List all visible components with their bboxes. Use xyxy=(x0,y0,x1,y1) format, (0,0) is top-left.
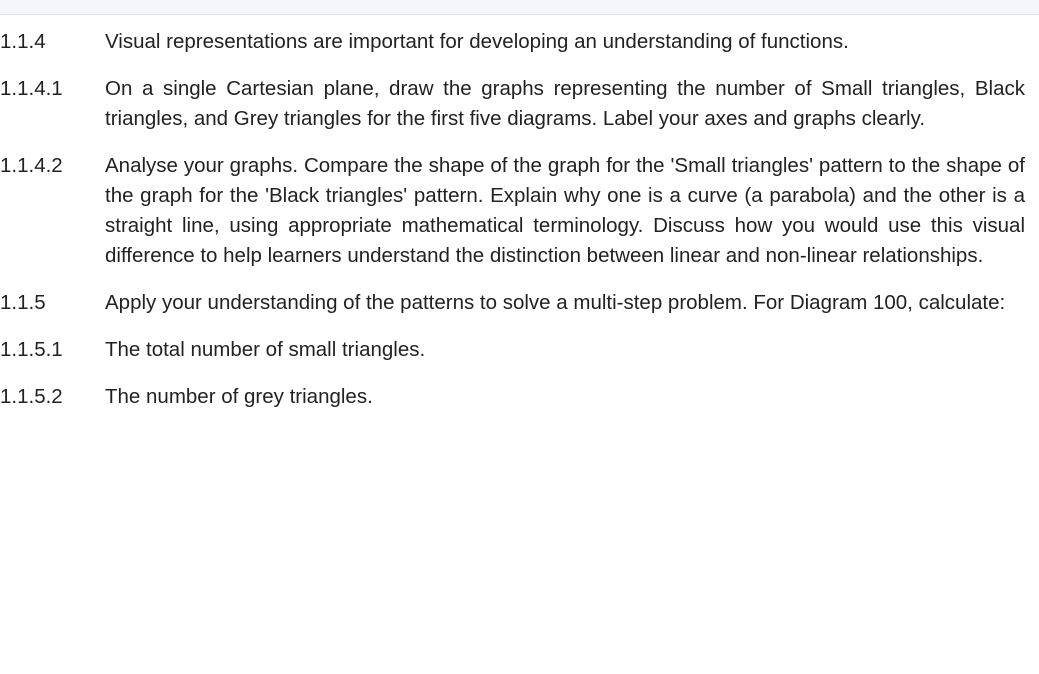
question-number: 1.1.4.2 xyxy=(0,154,63,177)
question-text: Visual representations are important for developing an understanding of functions. xyxy=(105,30,849,53)
question-text: The total number of small triangles. xyxy=(105,338,426,361)
question-text: On a single Cartesian plane, draw the graphs representing the number of Small triangles, Black triangles, and Grey triangles for the first five diagrams. Label your axes and graphs clearly. xyxy=(105,77,1025,130)
question-text: Analyse your graphs. Compare the shape of the graph for the 'Small triangles' pattern to the shape of the graph for the 'Black triangles' pattern. Explain why one is a curve (a parabola) and the other is a straight line, using appropriate mathematical terminology. Discuss how you would use this visual difference to help learners understand the distinction between linear and non-linear relationships. xyxy=(105,154,1025,267)
question-1-1-4 xyxy=(0,27,1039,57)
question-list xyxy=(0,27,1039,412)
question-text: The number of grey triangles. xyxy=(105,385,373,408)
question-number: 1.1.5 xyxy=(0,291,46,314)
question-number: 1.1.5.1 xyxy=(0,338,63,361)
question-1-1-4-1 xyxy=(0,74,1039,134)
question-text: Apply your understanding of the patterns to solve a multi-step problem. For Diagram 100, calculate: xyxy=(105,291,1006,314)
question-1-1-5-1 xyxy=(0,335,1039,365)
question-number: 1.1.4 xyxy=(0,30,46,53)
top-strip xyxy=(0,0,1039,15)
question-number: 1.1.5.2 xyxy=(0,385,63,408)
question-1-1-5-2 xyxy=(0,382,1039,412)
question-1-1-5 xyxy=(0,288,1039,318)
question-1-1-4-2 xyxy=(0,151,1039,271)
question-number: 1.1.4.1 xyxy=(0,77,63,100)
